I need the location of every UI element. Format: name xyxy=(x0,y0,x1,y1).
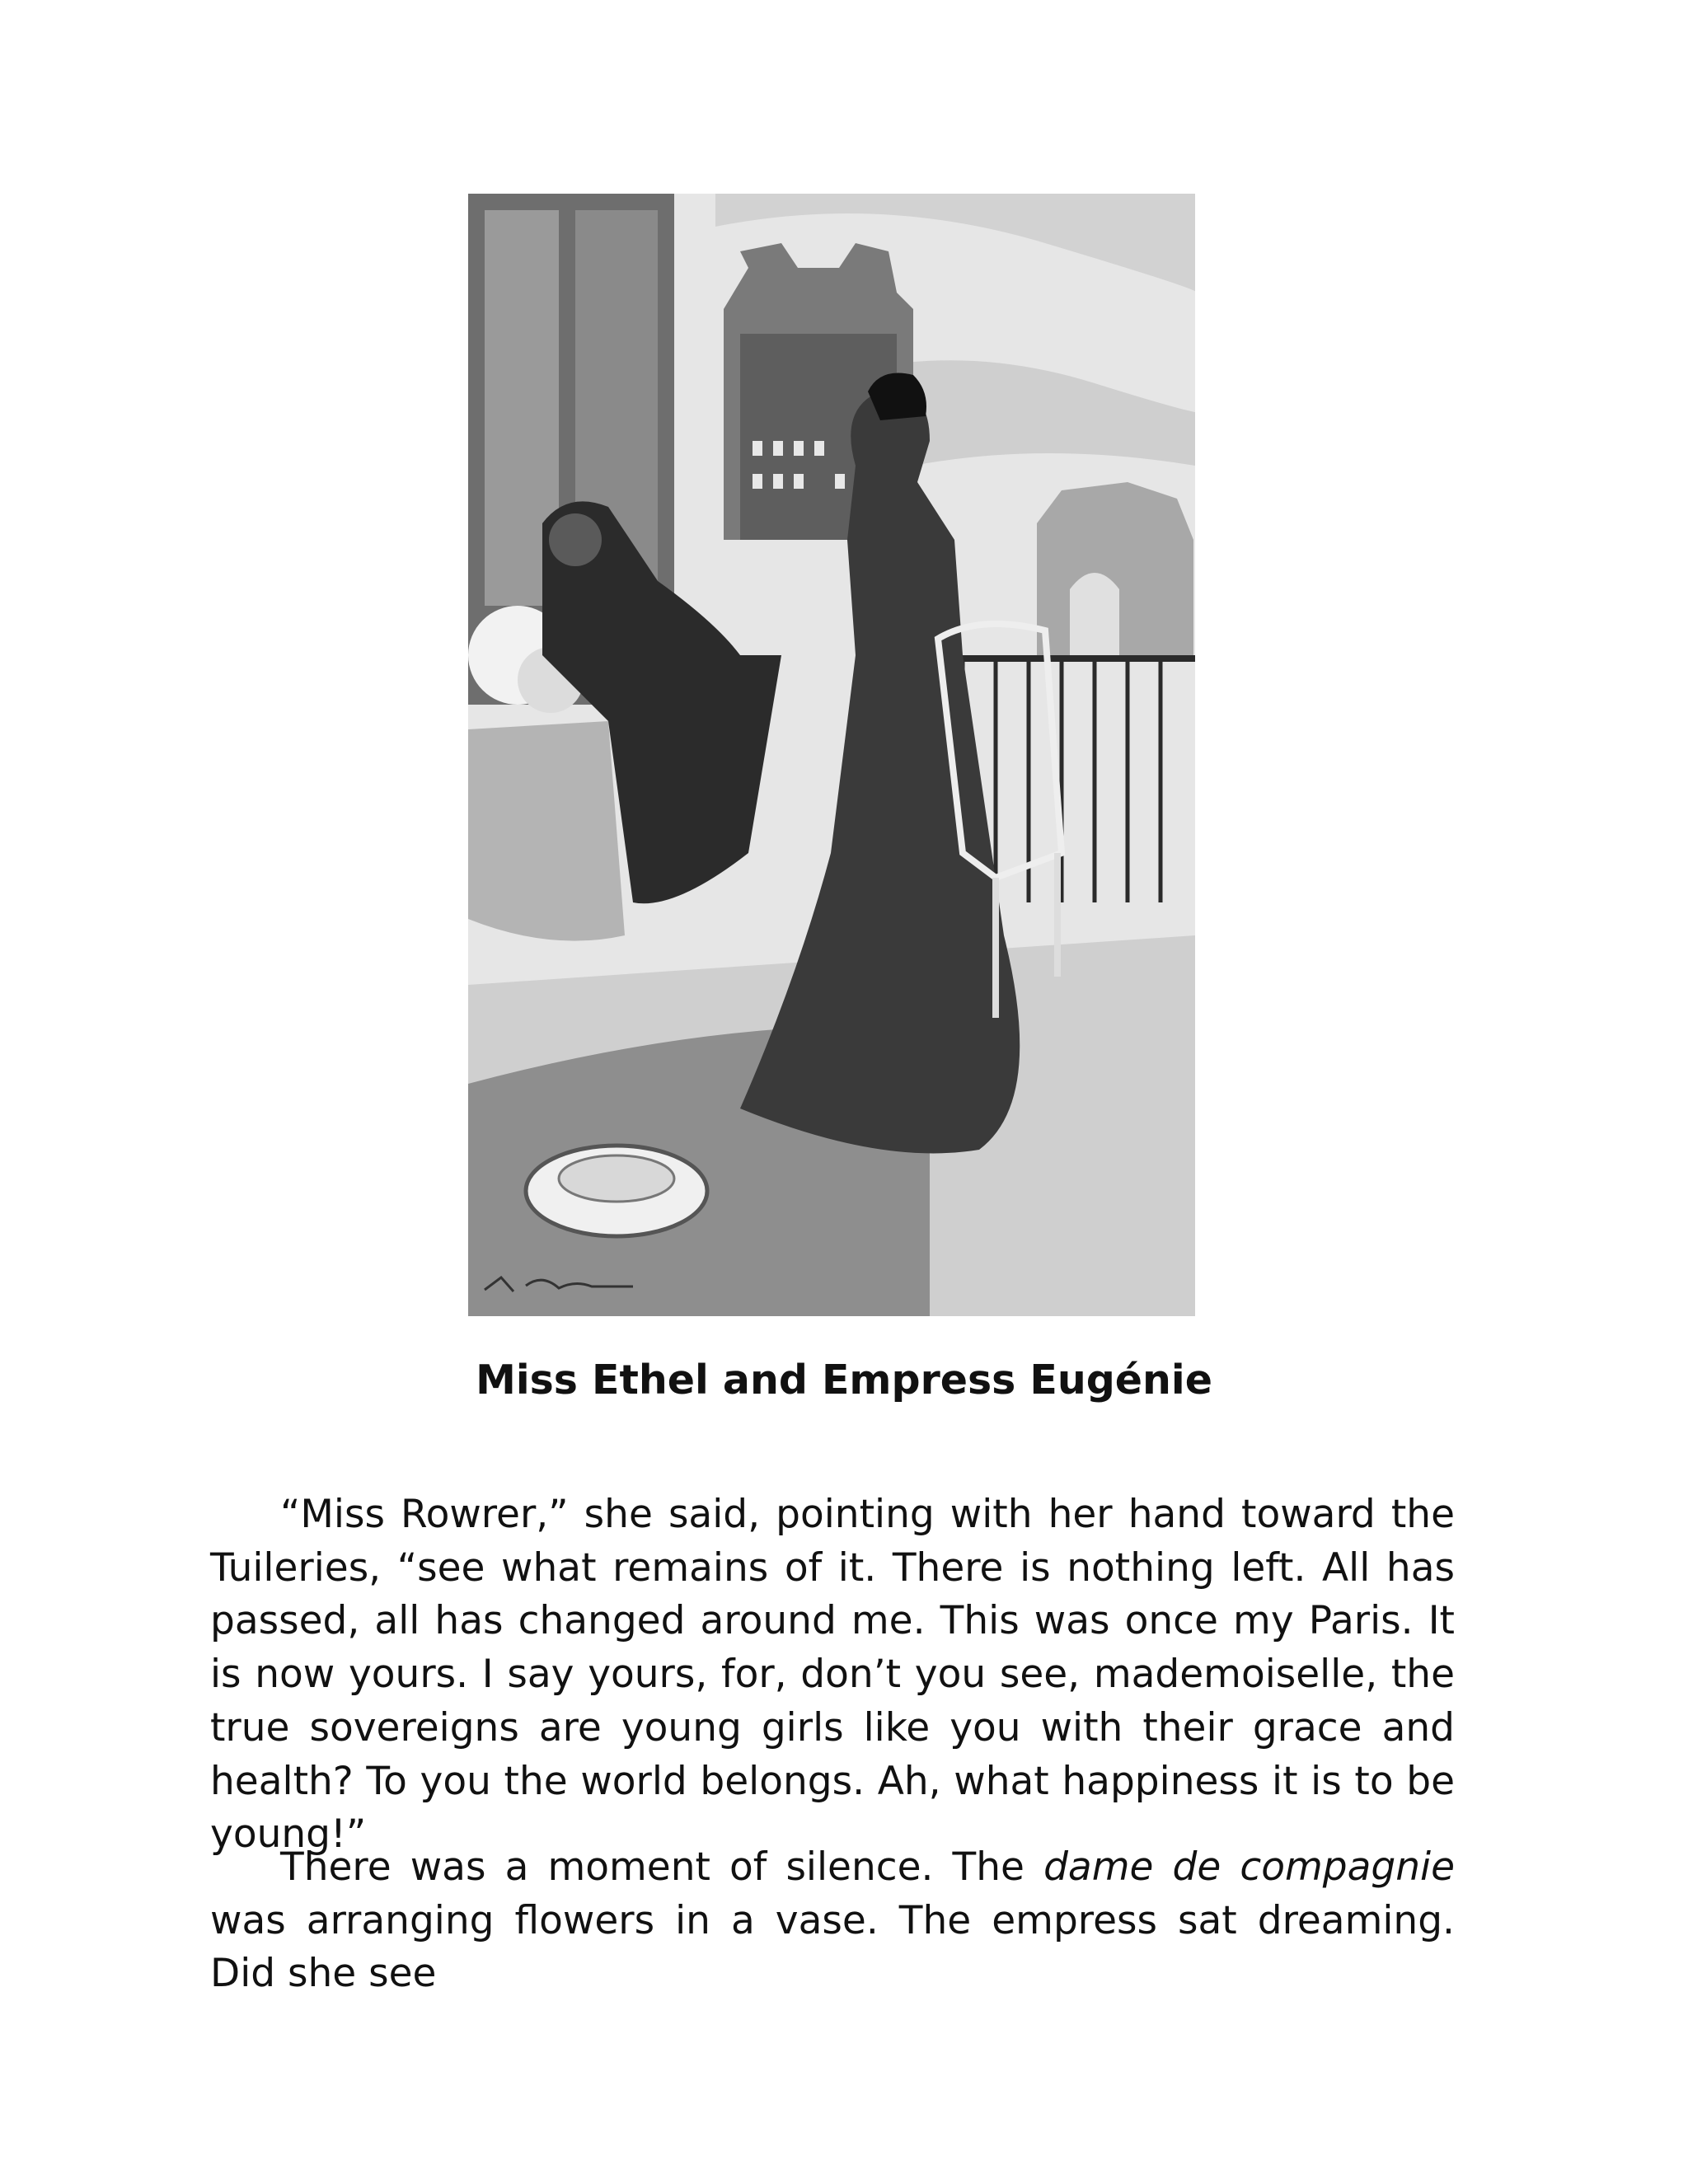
body-paragraph-1 xyxy=(210,1488,1455,1862)
engraving-illustration-icon xyxy=(468,194,1195,1316)
paragraph-2-text-before: There was a moment of silence. The xyxy=(280,1844,1044,1890)
illustration-caption: Miss Ethel and Empress Eugénie xyxy=(476,1357,1212,1404)
body-paragraph-2 xyxy=(210,1841,1455,2001)
paragraph-1-text: “Miss Rowrer,” she said, pointing with her hand toward the Tuileries, “see what remains of it. There is nothing left. All has passed, all has changed around me. This was once my Paris. It is now yours. I say yours, for, don’t you see, mademoiselle, the true sovereigns are young girls like you with their grace and health? To you the world belongs. Ah, what happiness it is to be young!” xyxy=(210,1492,1455,1858)
illustration-image xyxy=(468,194,1195,1316)
paragraph-2-italic-phrase: dame de compagnie xyxy=(1043,1844,1456,1890)
paragraph-2-text-after: was arranging flowers in a vase. The empress sat dreaming. Did she see xyxy=(210,1897,1455,1997)
